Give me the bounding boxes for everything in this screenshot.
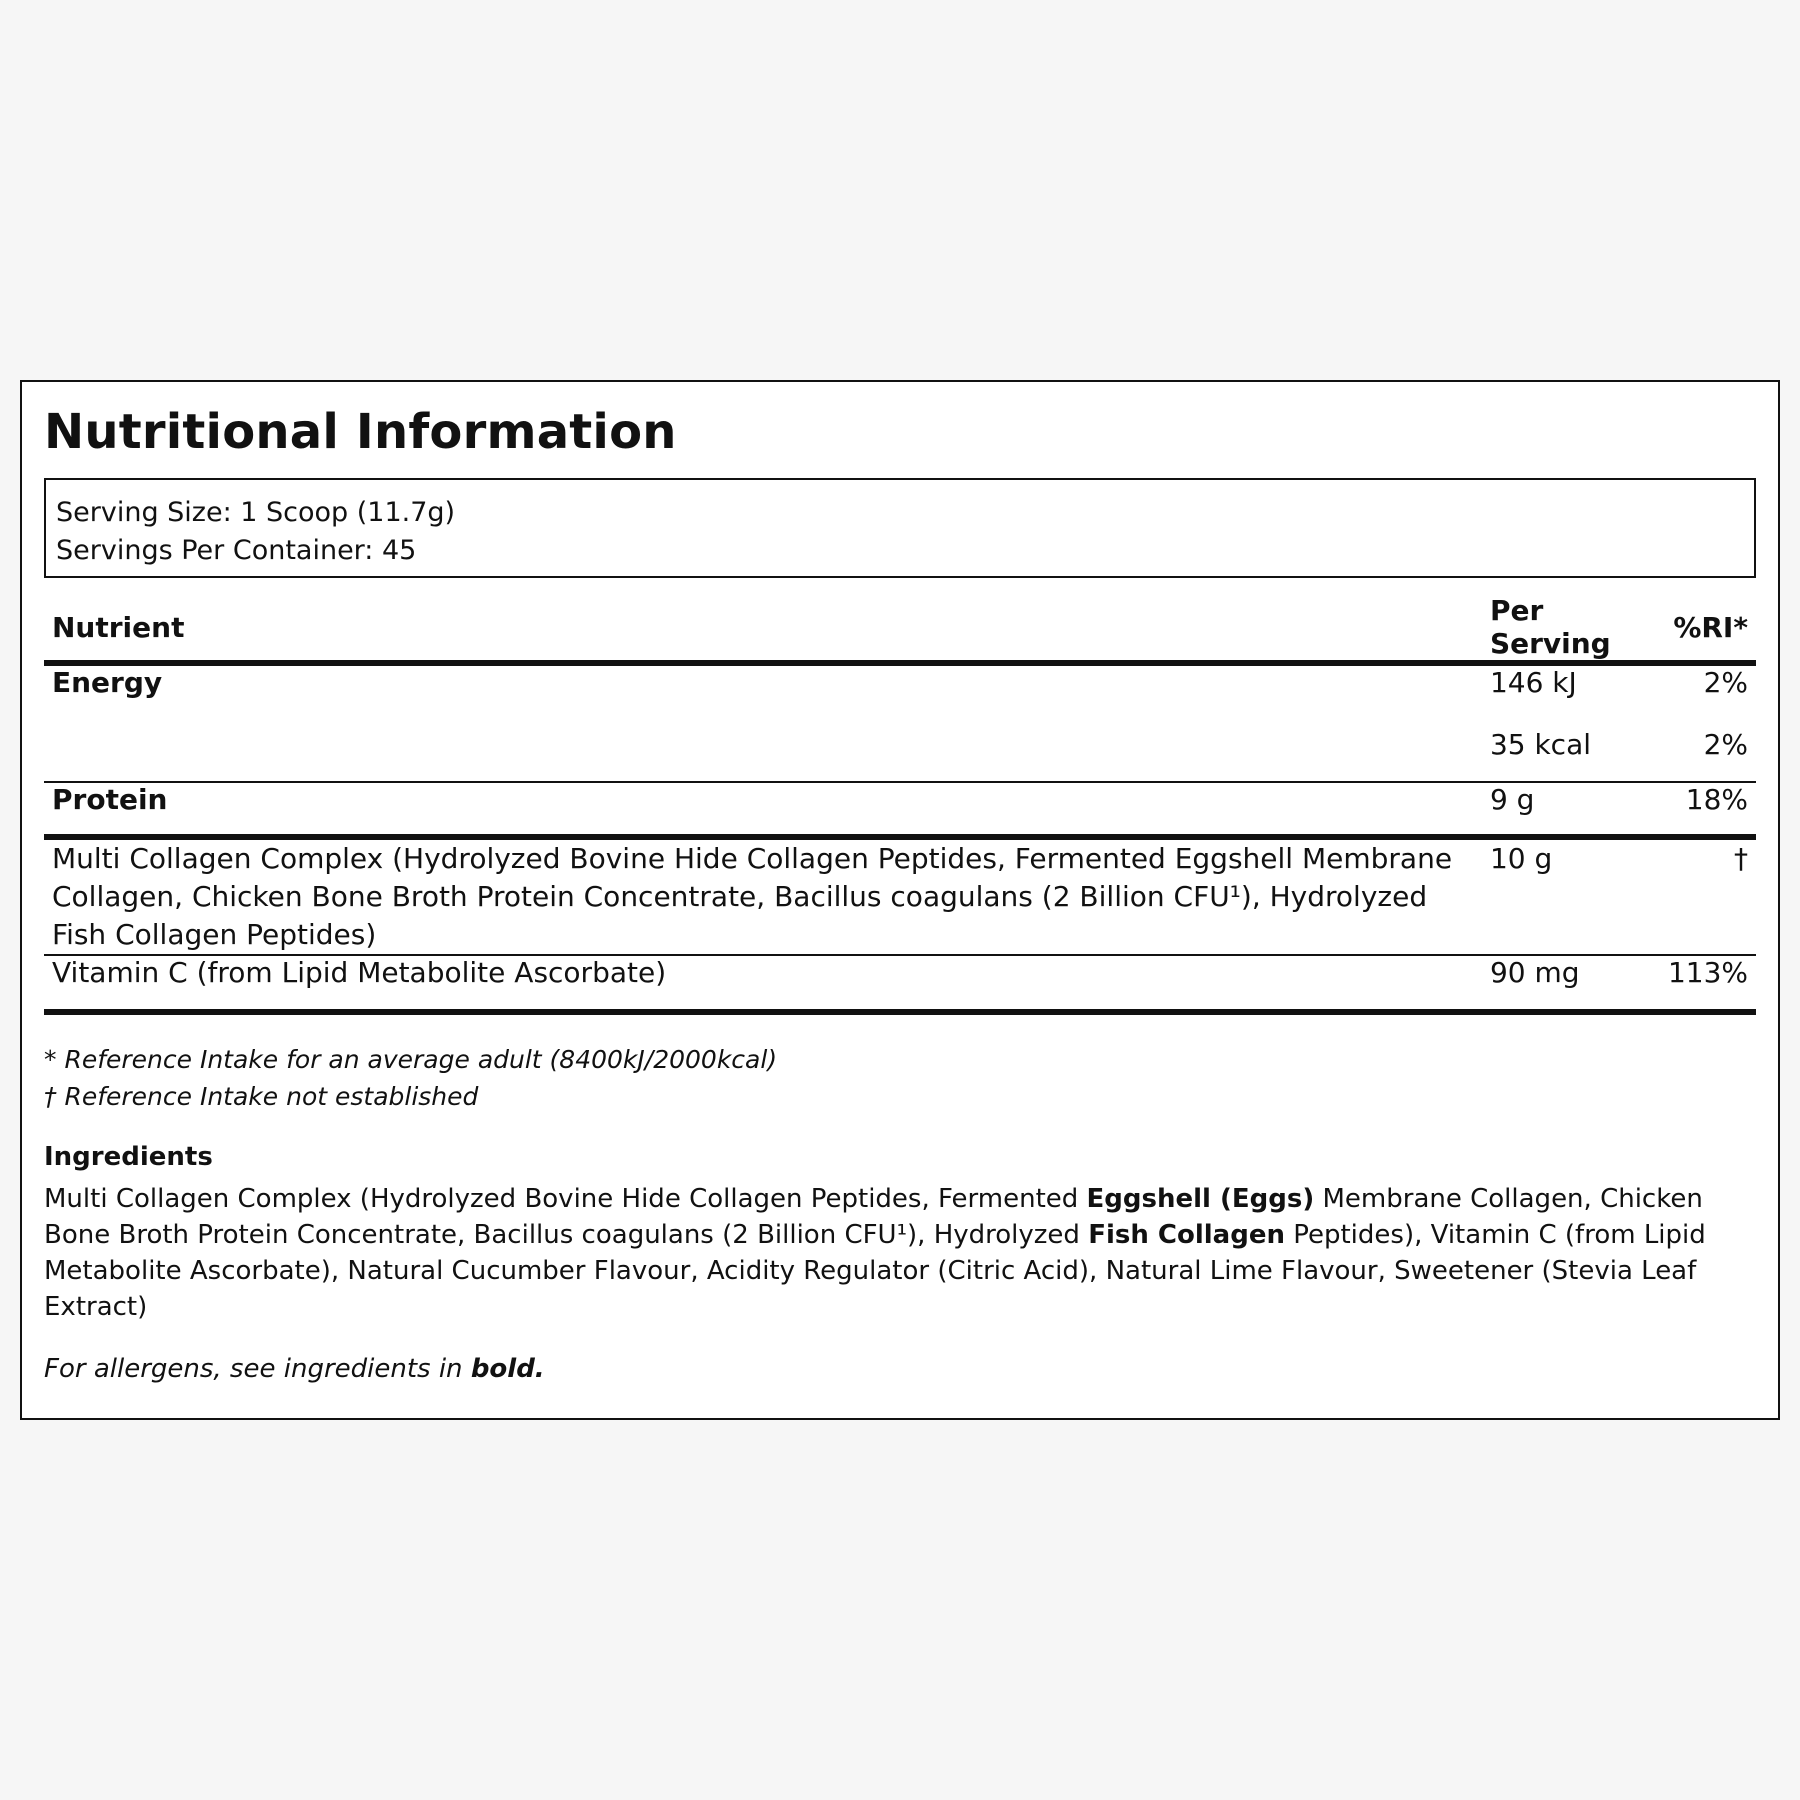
header-ri: %RI* <box>1673 610 1748 644</box>
footnote-dagger: † Reference Intake not established <box>44 1082 479 1111</box>
table-row <box>44 956 1756 1012</box>
per-serving-value: 90 mg <box>1489 956 1580 989</box>
allergen-eggshell: Eggshell (Eggs) <box>1086 1184 1315 1214</box>
table-row <box>44 840 1756 955</box>
nutrient-name: Multi Collagen Complex (Hydrolyzed Bovine Hide Collagen Peptides, Fermented Eggshell Membrane Collagen, Chicken Bone Broth Protein Concentrate, Bacillus coagulans (2 Billion CFU¹), Hydrolyzed Fish Collagen Peptides) <box>52 842 1453 951</box>
servings-per-container: Servings Per Container: 45 <box>56 535 417 566</box>
ingredients-part: Peptides), Vitamin C (from Lipid Metabolite Ascorbate), Natural Cucumber Flavour, Acidity Regulator (Citric Acid), Natural Lime Flavour, Sweetener (Stevia Leaf Extract) <box>44 1220 1706 1322</box>
nutrient-name: Protein <box>52 783 168 816</box>
allergen-fish: Fish Collagen <box>1088 1220 1285 1250</box>
table-row <box>44 783 1756 837</box>
header-nutrient: Nutrient <box>52 610 185 644</box>
ingredients-part: Multi Collagen Complex (Hydrolyzed Bovine Hide Collagen Peptides, Fermented <box>44 1184 1087 1214</box>
ri-value: 113% <box>1667 956 1748 989</box>
ri-value: 2% <box>1703 728 1748 761</box>
per-serving-value: 9 g <box>1489 783 1535 816</box>
ingredients-heading: Ingredients <box>44 1142 213 1172</box>
nutrient-name: Energy <box>52 666 163 699</box>
divider-thick <box>44 1012 1756 1015</box>
nutrition-table <box>44 590 1756 1015</box>
ingredients-part: Membrane Collagen, Chicken Bone Broth Protein Concentrate, Bacillus coagulans (2 Billion CFU¹), Hydrolyzed <box>44 1184 1703 1250</box>
header-per-serving: Per Serving <box>1489 594 1611 660</box>
per-serving-value: 35 kcal <box>1489 728 1592 761</box>
per-serving-value: 146 kJ <box>1489 666 1577 699</box>
serving-size: Serving Size: 1 Scoop (11.7g) <box>56 497 456 528</box>
ri-value: † <box>1734 842 1748 875</box>
footnotes <box>44 1041 1756 1115</box>
footnote-ri: * Reference Intake for an average adult (8400kJ/2000kcal) <box>44 1045 778 1074</box>
nutrient-name: Vitamin C (from Lipid Metabolite Ascorbate) <box>52 956 667 989</box>
nutrition-panel <box>20 380 1780 1420</box>
nutrient-name <box>44 728 1482 782</box>
serving-info-box <box>44 478 1756 578</box>
table-row <box>44 666 1756 728</box>
allergen-note <box>44 1351 1756 1387</box>
table-row <box>44 728 1756 782</box>
ri-value: 18% <box>1685 783 1748 816</box>
allergen-note-text: For allergens, see ingredients in <box>44 1354 471 1384</box>
ri-value: 2% <box>1703 666 1748 699</box>
allergen-note-bold: bold. <box>470 1354 545 1384</box>
ingredients-text <box>44 1181 1756 1325</box>
page-title: Nutritional Information <box>44 404 677 460</box>
table-header-row <box>44 590 1756 663</box>
per-serving-value: 10 g <box>1489 842 1553 875</box>
